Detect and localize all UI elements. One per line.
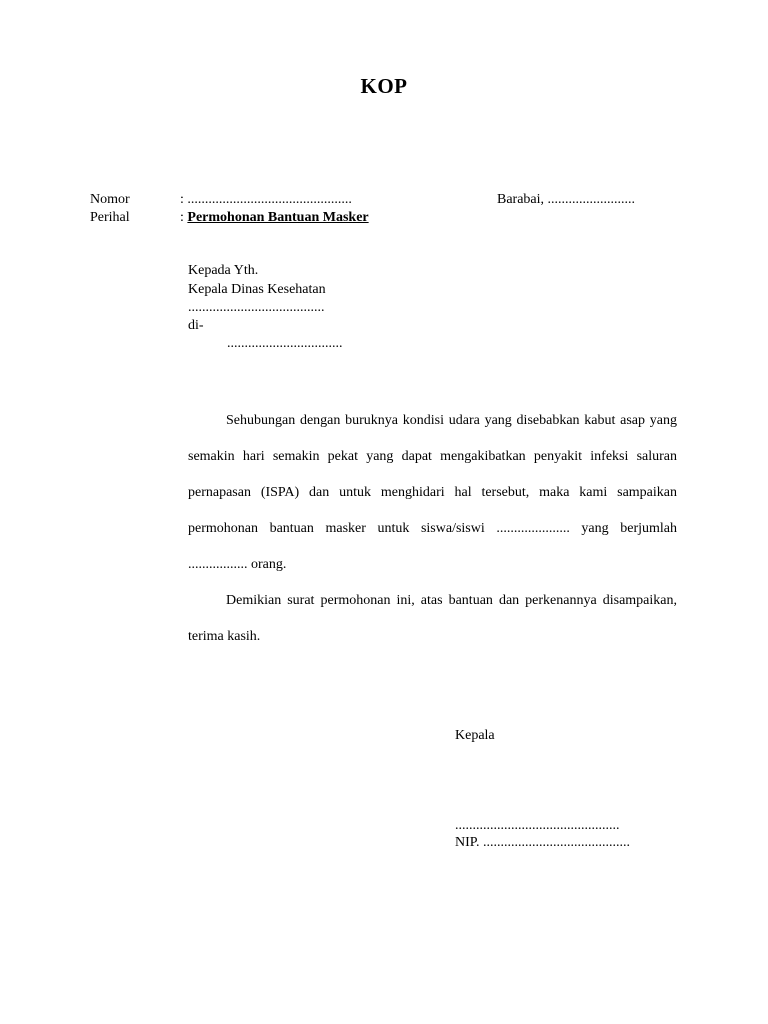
body-paragraph-2: Demikian surat permohonan ini, atas bantuan dan perkenannya disampaikan, terima kasih. (188, 593, 677, 644)
perihal-field (180, 210, 369, 226)
signature-nip: NIP. .......................................... (455, 835, 631, 850)
body-paragraph-1: Sehubungan dengan buruknya kondisi udara yang disebabkan kabut asap yang semakin hari semakin pekat yang dapat mengakibatkan penyakit infeksi saluran pernapasan (ISPA) dan untuk menghidari hal tersebut, maka kami sampaikan permohonan bantuan masker untuk siswa/siswi ..................... yang berjumlah ................. orang. (188, 413, 677, 572)
signature-title: Kepala (455, 728, 495, 743)
signature-name-line: ............................................... (455, 818, 620, 833)
perihal-value: Permohonan Bantuan Masker (187, 210, 369, 225)
perihal-label: Perihal (90, 210, 130, 225)
recipient-di: di- (188, 318, 204, 333)
perihal-colon: : (180, 210, 188, 225)
recipient-salutation: Kepada Yth. (188, 263, 259, 278)
recipient-blank: ....................................... (188, 300, 325, 315)
nomor-label: Nomor (90, 192, 130, 207)
letterhead-placeholder: KOP (360, 74, 408, 98)
place-date: Barabai, ......................... (497, 192, 636, 207)
recipient-title: Kepala Dinas Kesehatan (188, 282, 326, 297)
nomor-value: : ............................................... (180, 192, 352, 207)
recipient-location: ................................. (227, 336, 343, 351)
